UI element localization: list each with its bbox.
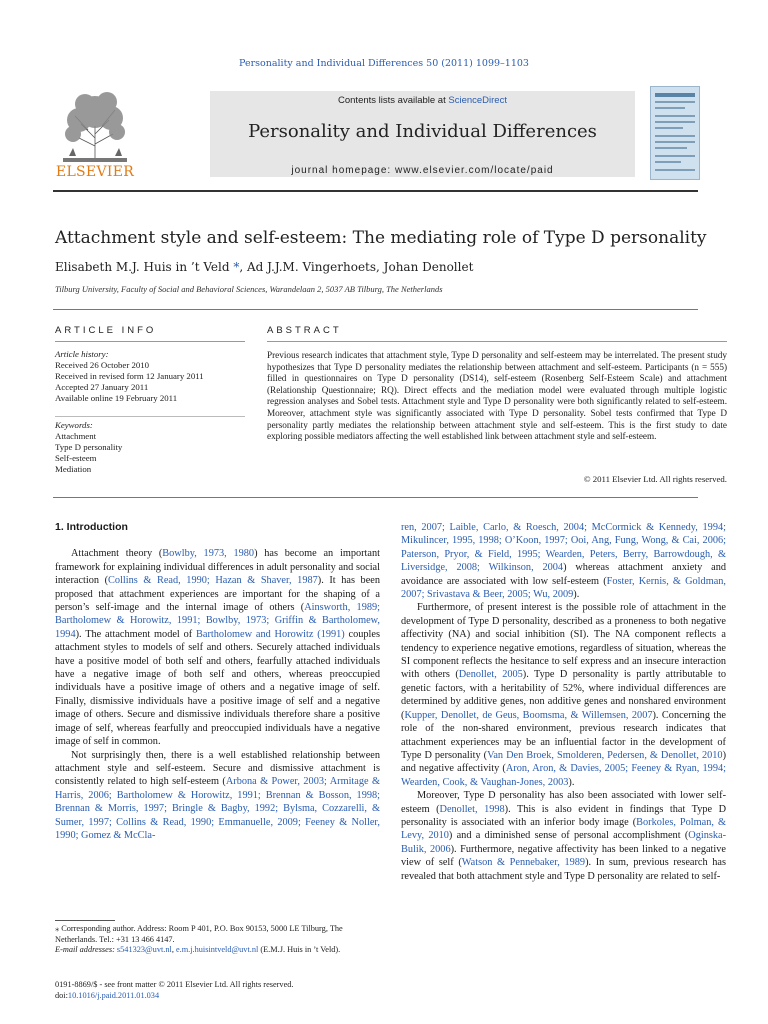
text-run: Furthermore, of present interest is the possible role of attachment in the development of Type D personality, described as a proneness to both negative affectivity (NA) and social inhibition (SI). The NA component reflects a tendency to experience negative emotions, regardless of situation, whereas the SI component reflects the hesitance to self express and an insecure interaction with others ( bbox=[401, 602, 726, 681]
email-label: E-mail addresses: bbox=[55, 945, 115, 954]
citation-link[interactable]: ren, 2007; Laible, Carlo, & Roesch, 2004; McCormick & Kennedy, 1994; Mikulincer, 1995, 1998; O’Koon, 1997; Ooi, Ang, Fung, Wong, & Cai, 2006; Paterson, Pryor, & Field, 1995; Wearden, Peters, Berry, Barrowdough, & Liversidge, 2008; Wilkinson, 2004 bbox=[401, 522, 726, 574]
text-run: ). Furthermore, negative affectivity has been linked to a negative view of self ( bbox=[401, 843, 726, 869]
text-run: ). In sum, previous research has revealed that both attachment style and Type D personality are related to self- bbox=[401, 857, 726, 882]
article-info-rule bbox=[55, 341, 245, 342]
right-paragraph-0 bbox=[401, 521, 726, 601]
abstract-copyright: © 2011 Elsevier Ltd. All rights reserved. bbox=[583, 474, 727, 484]
journal-cover-thumbnail bbox=[650, 86, 700, 180]
sciencedirect-link[interactable]: ScienceDirect bbox=[448, 95, 507, 106]
corresponding-author-mark[interactable]: * bbox=[229, 260, 240, 274]
footnote-rule bbox=[55, 920, 115, 921]
text-run: Moreover, Type D personality has also been associated with lower self-esteem ( bbox=[401, 790, 726, 815]
text-run: ) and negative affectivity ( bbox=[401, 749, 726, 775]
text-run: ) has become an important framework for explaining individual differences in adult personality and social interaction ( bbox=[55, 548, 380, 587]
citation-link[interactable]: Watson & Pennebaker, 1989 bbox=[461, 857, 586, 869]
section-heading-introduction: 1. Introduction bbox=[55, 521, 128, 533]
text-run: ). bbox=[573, 589, 580, 601]
keywords-rule bbox=[55, 416, 245, 417]
left-column bbox=[55, 521, 380, 842]
abstract-rule bbox=[267, 341, 727, 342]
doi-label: doi: bbox=[55, 990, 68, 1000]
text-run: ) and a diminished sense of personal accomplishment ( bbox=[448, 830, 689, 842]
journal-homepage[interactable]: journal homepage: www.elsevier.com/locate/paid bbox=[291, 165, 554, 176]
footnote bbox=[55, 924, 380, 956]
citation-link[interactable]: Bartholomew and Horowitz (1991) bbox=[196, 628, 345, 640]
right-paragraph-2 bbox=[401, 789, 726, 883]
keywords-block bbox=[55, 420, 245, 475]
contents-prefix: Contents lists available at bbox=[338, 95, 449, 106]
keyword: Attachment bbox=[55, 431, 97, 441]
email-link-1[interactable]: s541323@uvt.nl bbox=[116, 945, 172, 954]
email-suffix: (E.M.J. Huis in ’t Veld). bbox=[258, 945, 341, 954]
citation-link[interactable]: Van Den Broek, Smolderen, Pedersen, & Denollet, 2010 bbox=[487, 749, 723, 761]
text-run: ). This is also evident in findings that Type D personality is associated with an inferior body image ( bbox=[401, 803, 727, 828]
text-run: ) whereas attachment anxiety and avoidance are associated with low self-esteem ( bbox=[401, 562, 726, 587]
text-run: Not surprisingly then, there is a well established relationship between attachment style and self-esteem. Secure and dismissive attachment is consistently related to high self-esteem ( bbox=[55, 749, 380, 788]
issn-block bbox=[55, 980, 380, 1001]
contents-line bbox=[210, 95, 635, 106]
doi-link[interactable]: 10.1016/j.paid.2011.01.034 bbox=[67, 990, 160, 1000]
header-rule bbox=[53, 190, 698, 192]
keyword: Type D personality bbox=[55, 442, 123, 452]
citation-link[interactable]: Denollet, 1998 bbox=[439, 803, 505, 815]
citation-link[interactable]: Arbona & Power, 2003; Armitage & Harris, 2006; Bartholomew & Horowitz, 1991; Brennan & Bosson, 1998; Brennan & Morris, 1997; Bringle & Bagby, 1992; Bylsma, Cozzarelli, & Sumer, 1997; Collins & Read, 1990; Emmanuelle, 2009; Feeney & Noller, 1990; Gomez & McCla- bbox=[55, 776, 380, 841]
issn-line: 0191-8869/$ - see front matter © 2011 Elsevier Ltd. All rights reserved. bbox=[55, 980, 294, 989]
article-history bbox=[55, 349, 245, 404]
history-label: Article history: bbox=[55, 349, 109, 359]
author-1: Elisabeth M.J. Huis in ’t Veld bbox=[55, 260, 230, 274]
author-list bbox=[55, 260, 473, 274]
affiliation: Tilburg University, Faculty of Social and Behavioral Sciences, Warandelaan 2, 5037 AB Tilburg, The Netherlands bbox=[55, 284, 443, 294]
accepted-date: Accepted 27 January 2011 bbox=[55, 382, 149, 392]
citation-link[interactable]: Oginska-Bulik, 2006 bbox=[401, 830, 727, 855]
text-run: ). Type D personality is partly attributable to genetic factors, with a heritability of 52%, where individual differences are determined by additive genes, non additive genes and nonshared environment ( bbox=[401, 669, 726, 721]
journal-reference[interactable]: Personality and Individual Differences 50 (2011) 1099–1103 bbox=[239, 58, 529, 69]
corresponding-author-note: ⁎ Corresponding author. Address: Room P 401, P.O. Box 90153, 5000 LE Tilburg, The Netherlands. Tel.: +31 13 466 4147. bbox=[55, 924, 343, 944]
received-date: Received 26 October 2010 bbox=[55, 360, 150, 370]
citation-link[interactable]: Borkoles, Polman, & Levy, 2010 bbox=[401, 816, 726, 842]
right-paragraph-1 bbox=[401, 601, 726, 789]
text-run: couples attachment styles to models of self and others. Securely attached individuals have a positive model of both self and others, fearfully attached individuals have a negative image of both self and others, whereas preoccupied individuals have a positive image of others and a negative image of self. Finally, dismissive individuals have a positive image of self and a negative image of others. Secure and dismissive individuals therefore share a positive image of self, whereas fearfully and preoccupied individuals have a negative image of self in common. bbox=[55, 628, 380, 748]
keyword: Mediation bbox=[55, 464, 92, 474]
email-line bbox=[55, 945, 380, 956]
text-run: ). Concerning the role of the non-shared environment, previous research indicates that attachment experiences may be an influential factor in the development of Type D personality ( bbox=[401, 709, 726, 761]
citation-link[interactable]: Collins & Read, 1990; Hazan & Shaver, 1987 bbox=[108, 575, 318, 587]
right-column bbox=[401, 521, 726, 883]
text-run: ). bbox=[568, 776, 575, 788]
article-info-heading: ARTICLE INFO bbox=[55, 325, 157, 336]
citation-link[interactable]: Aron, Aron, & Davies, 2005; Feeney & Ryan, 1994; Wearden, Cook, & Vaughan-Jones, 2003 bbox=[401, 763, 726, 788]
publisher-wordmark: ELSEVIER bbox=[55, 164, 135, 180]
doi-line bbox=[55, 991, 380, 1002]
citation-link[interactable]: Kupper, Denollet, de Geus, Boomsma, & Willemsen, 2007 bbox=[404, 709, 653, 721]
abstract-heading: ABSTRACT bbox=[267, 325, 342, 336]
citation-link[interactable]: Ainsworth, 1989; Bartholomew & Horowitz, 1991; Bowlby, 1973; Griffin & Bartholomew, 1994 bbox=[55, 602, 380, 640]
abstract-bottom-rule bbox=[53, 497, 698, 498]
revised-date: Received in revised form 12 January 2011 bbox=[55, 371, 204, 381]
citation-link[interactable]: Bowlby, 1973, 1980 bbox=[162, 548, 255, 560]
journal-name: Personality and Individual Differences bbox=[248, 121, 597, 142]
online-date: Available online 19 February 2011 bbox=[55, 393, 178, 403]
text-run: ). The attachment model of bbox=[75, 628, 196, 640]
article-title: Attachment style and self-esteem: The mediating role of Type D personality bbox=[55, 228, 707, 248]
keywords-label: Keywords: bbox=[55, 420, 93, 430]
citation-link[interactable]: Denollet, 2005 bbox=[458, 669, 523, 681]
email-link-2[interactable]: e.m.j.huisintveld@uvt.nl bbox=[175, 945, 259, 954]
title-rule bbox=[53, 309, 698, 310]
text-run: Attachment theory ( bbox=[71, 548, 163, 560]
citation-link[interactable]: Foster, Kernis, & Goldman, 2007; Srivastava & Beer, 2005; Wu, 2009 bbox=[401, 575, 726, 601]
email-separator: , bbox=[171, 945, 176, 954]
intro-paragraph-1 bbox=[55, 547, 380, 748]
other-authors: , Ad J.J.M. Vingerhoets, Johan Denollet bbox=[239, 260, 474, 274]
keyword: Self-esteem bbox=[55, 453, 97, 463]
intro-paragraph-2 bbox=[55, 749, 380, 843]
abstract-text: Previous research indicates that attachment style, Type D personality and self-esteem may be interrelated. The present study hypothesizes that Type D personality mediates the relationship between attachment and self-esteem. Participants (n = 555) filled in questionnaires on Type D personality (DS14), self-esteem (Rosenberg Self-Esteem Scale) and attachment (Relationship Questionnaire; RQ). Direct effects and the mediation model were evaluated through multiple logistic regression analyses and Sobel tests. Attachment style and Type D personality were both significantly related to self-esteem. Moreover, attachment style was significantly associated with Type D personality. Sobel tests confirmed that Type D personality partly mediates the relationship between attachment style and self-esteem. This is the first study to date exploring possible mediators affecting the well established link between attachment style and self-esteem. bbox=[267, 350, 727, 442]
text-run: ). It has been proposed that attachment experiences are important for the shaping of a person’s self-image and the internal image of others ( bbox=[55, 575, 380, 614]
